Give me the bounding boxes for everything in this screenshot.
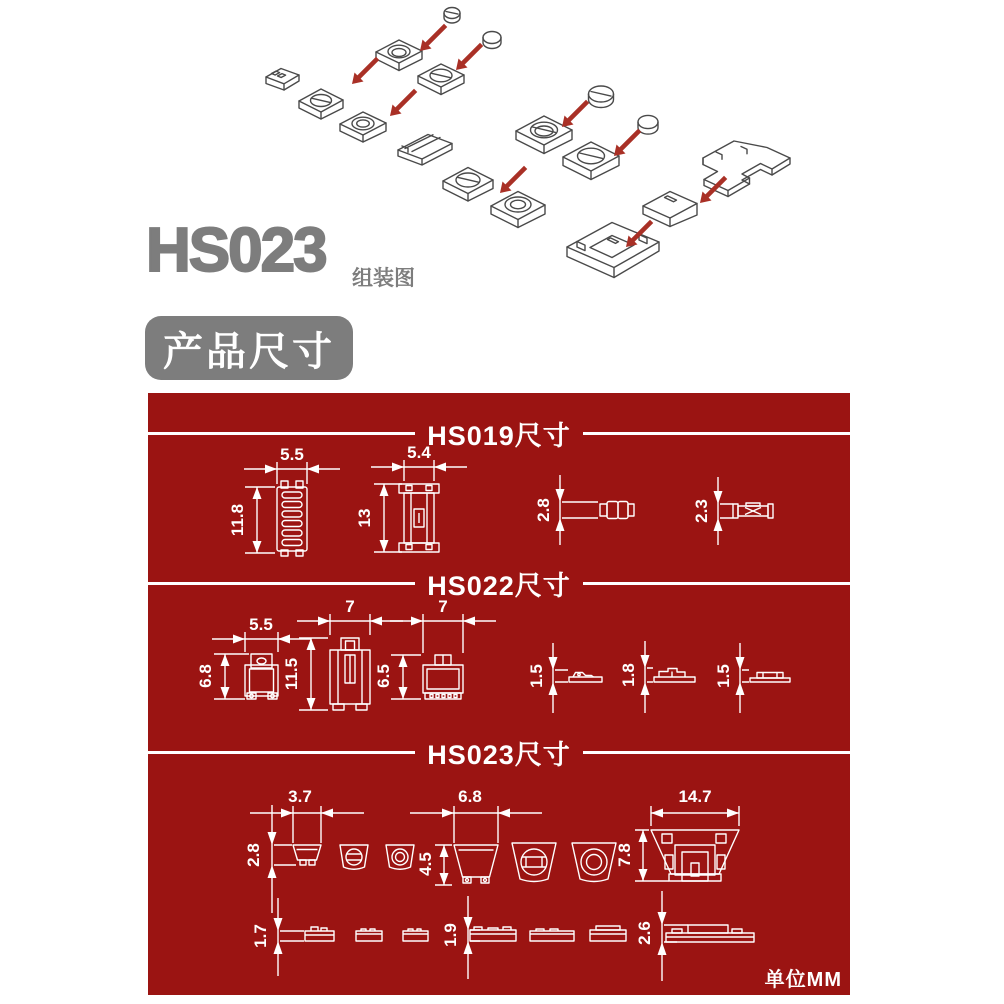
part-clip-small-icon [266, 69, 299, 91]
assembly-arrow-icon [562, 103, 586, 127]
dim-label: 6.8 [196, 664, 215, 688]
dim-label: 5.5 [249, 615, 273, 634]
dim-label: 4.5 [416, 852, 435, 876]
part-screw-head-small-icon [444, 8, 460, 24]
dim-label: 2.8 [534, 498, 553, 522]
dim-label: 1.8 [619, 663, 638, 687]
dim-label: 2.3 [692, 499, 711, 523]
header-line [148, 582, 415, 585]
header-line [148, 432, 415, 435]
dim-label: 14.7 [678, 787, 712, 806]
part-clip-flat-icon [398, 135, 452, 166]
section-header-hs023 [148, 738, 850, 770]
dim-label: 3.7 [288, 787, 312, 806]
dim-label: 6.5 [374, 664, 393, 688]
assembly-arrow-icon [614, 132, 638, 156]
dim-label: 2.6 [635, 921, 654, 945]
dim-label: 1.7 [251, 924, 270, 948]
dim-label: 5.4 [407, 443, 431, 462]
assembly-arrow-icon [456, 46, 480, 70]
part-screw-head-large-icon [589, 86, 614, 108]
hs019-side-profile-drawing [556, 475, 635, 545]
hs023-top-view-ring-drawing [572, 843, 616, 882]
header-line [148, 751, 415, 754]
dim-label: 7.8 [615, 843, 634, 867]
page-title: HS023 [146, 216, 326, 285]
hs022-low-profile-drawing [736, 643, 791, 713]
dim-label: 7 [345, 597, 355, 616]
header-line [583, 751, 850, 754]
unit-label: 单位MM [764, 969, 842, 991]
dim-label: 2.8 [244, 843, 263, 867]
dim-label: 1.5 [714, 664, 733, 688]
dim-label: 11.5 [282, 657, 301, 691]
hs023-top-view-ring-drawing [386, 845, 414, 869]
dimensions-panel [148, 393, 850, 995]
header-line [583, 432, 850, 435]
hs019-connector-front-drawing [244, 462, 340, 556]
part-socket-ring-icon [491, 192, 545, 228]
assembly-arrow-icon [500, 169, 524, 193]
page-subtitle: 组装图 [352, 267, 415, 290]
hs022-socket-front-drawing [390, 614, 496, 699]
assembly-arrow-icon [352, 60, 376, 84]
hs023-flat-bar-drawing [403, 929, 428, 941]
dim-label: 7 [438, 597, 448, 616]
section-badge [145, 316, 353, 380]
dim-label: 13 [355, 508, 374, 528]
part-socket-slotted-icon [443, 168, 493, 202]
hs022-connector-tall-drawing [297, 614, 403, 710]
section-header-label: HS023尺寸 [427, 739, 571, 770]
hs023-flat-bar-drawing [530, 929, 574, 941]
part-socket-hole-icon [376, 40, 422, 71]
assembly-arrow-icon [420, 27, 444, 51]
hs019-side-profile-drawing [714, 477, 774, 545]
dim-label: 1.9 [441, 923, 460, 947]
dim-label: 5.5 [280, 445, 304, 464]
hs023-flat-bar-drawing [274, 898, 335, 976]
part-socket-slotted-icon [563, 142, 619, 180]
hs023-trapezoid-large-drawing [635, 806, 739, 881]
part-dome-button-icon [638, 115, 658, 134]
hs019-buckle-front-drawing [371, 460, 467, 552]
part-socket-ring-icon [340, 112, 386, 142]
header-line [583, 582, 850, 585]
hs023-flat-bar-drawing [464, 896, 517, 979]
dim-label: 11.8 [228, 503, 247, 537]
hs023-flat-bar-wide-drawing [658, 891, 755, 981]
section-header-label: HS022尺寸 [427, 570, 571, 601]
dimension-drawings [148, 393, 850, 995]
section-badge-label: 产品尺寸 [163, 329, 335, 374]
hs023-top-view-slotted-drawing [340, 845, 368, 869]
hs023-flat-bar-drawing [590, 926, 626, 941]
section-header-hs019 [148, 419, 850, 451]
part-socket-slotted-icon [299, 89, 343, 119]
dim-label: 1.5 [527, 664, 546, 688]
part-dome-button-icon [483, 32, 501, 49]
hs023-top-view-slotted-drawing [512, 843, 556, 882]
section-header-hs022 [148, 569, 850, 601]
dim-label: 6.8 [458, 787, 482, 806]
section-header-label: HS019尺寸 [427, 420, 571, 451]
hs023-flat-bar-drawing [356, 929, 382, 941]
hs022-low-profile-drawing [549, 643, 603, 713]
assembly-arrow-icon [390, 92, 414, 116]
hs022-low-profile-drawing [641, 641, 696, 713]
